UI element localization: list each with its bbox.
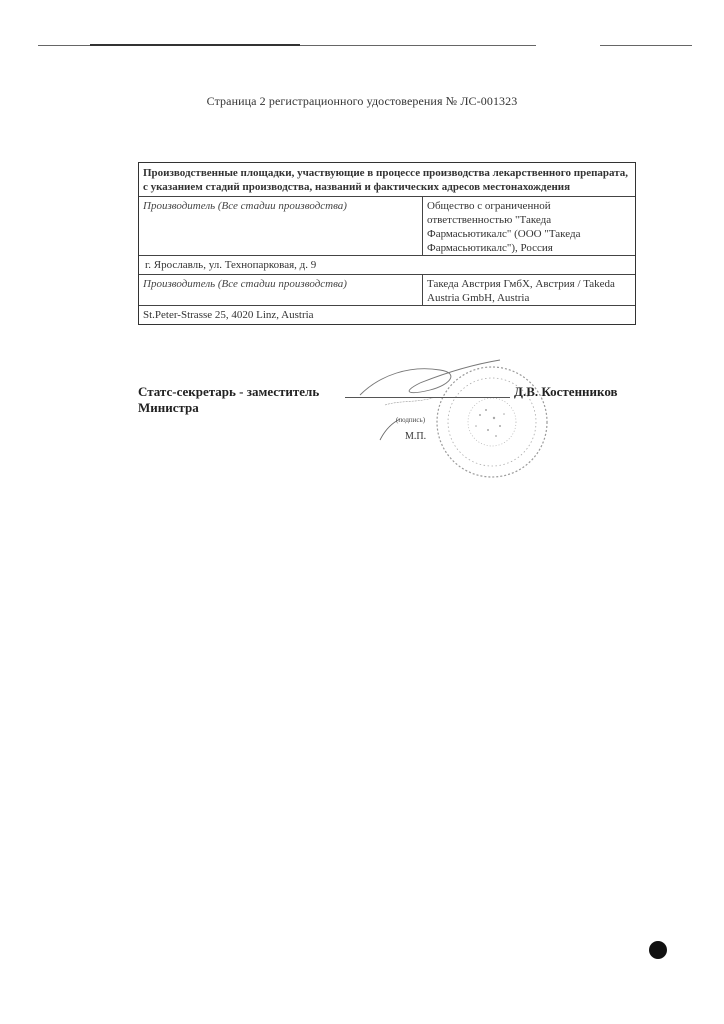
signature-caption: (подпись)	[396, 416, 426, 424]
manufacturer-role: Производитель (Все стадии производства)	[143, 278, 347, 290]
manufacturing-sites-table	[138, 162, 636, 325]
page-title: Страница 2 регистрационного удостоверения № ЛС-001323	[206, 94, 518, 108]
seal-place-label: М.П.	[405, 431, 427, 442]
signature-scribble-icon	[340, 345, 510, 445]
binder-hole-icon	[649, 941, 667, 959]
manufacturer-company: Такеда Австрия ГмбХ, Австрия / Takeda Austria GmbH, Austria	[422, 275, 635, 305]
scan-line-top-right	[600, 45, 692, 46]
signatory-role: Статс-секретарь - заместитель Министра	[138, 384, 320, 415]
scan-line-top-dark	[90, 44, 300, 46]
table-row	[139, 274, 635, 305]
manufacturer-address: St.Peter-Strasse 25, 4020 Linz, Austria	[143, 309, 314, 321]
signature-line	[345, 397, 510, 398]
table-heading-row	[139, 163, 635, 196]
signatory-name: Д.В. Костенников	[514, 384, 618, 399]
manufacturer-company: Общество с ограниченной ответственностью "Такеда Фармасьютикалс" (ООО "Такеда Фармасьютикалс"), Россия	[422, 197, 635, 255]
manufacturer-role: Производитель (Все стадии производства)	[143, 200, 347, 212]
table-row	[139, 255, 635, 274]
manufacturer-address: г. Ярославль, ул. Технопарковая, д. 9	[145, 259, 317, 271]
table-row	[139, 305, 635, 324]
table-row	[139, 196, 635, 255]
table-heading: Производственные площадки, участвующие в процессе производства лекарственного препарата, с указанием стадий производства, названий и фактических адресов местонахождения	[143, 167, 629, 193]
